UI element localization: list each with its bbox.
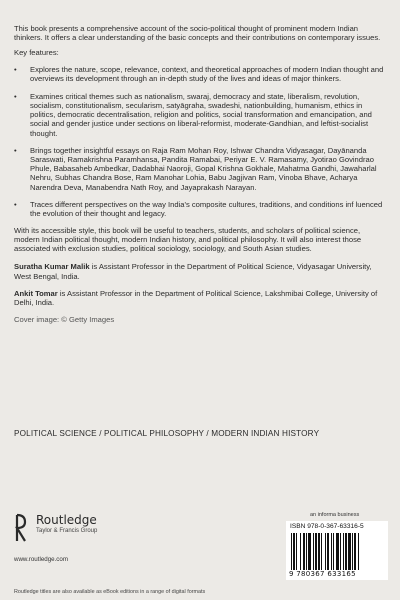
publisher-name: Routledge (36, 513, 97, 527)
intro-paragraph: This book presents a comprehensive account of the socio-political thought of prominent modern Indian thinkers. It offers a clear understanding of the basic concepts and their contributions on contemporary issues. (14, 24, 381, 43)
list-item (14, 146, 386, 192)
bullet-icon: • (14, 91, 17, 101)
list-item (14, 92, 386, 138)
publisher-website: www.routledge.com (14, 556, 68, 563)
publisher-footer (0, 503, 400, 600)
feature-text: Examines critical themes such as nationalism, swaraj, democracy and state, liberalism, revolution, socialism, constitutionalism, secularism, satyāgraha, swadeshi, nationbuilding, humanism, ethics in politics, democratic decentralisation, religion and politics, social transformation and emancipation, and social and gender justice under sections on liberal-reformist, moderate-Gandhian, and leftist-socialist thought. (30, 91, 372, 138)
feature-text: Explores the nature, scope, relevance, context, and theoretical approaches of modern Indian thought and overviews its development through an in-depth study of the lives and ideas of major thinkers. (30, 65, 384, 84)
bullet-icon: • (14, 65, 17, 75)
key-features-heading: Key features: (14, 48, 59, 58)
author-bio-text: is Assistant Professor in the Department of Political Science, Lakshmibai College, University of Delhi, India. (14, 288, 378, 307)
author-bio (14, 262, 386, 280)
bullet-icon: • (14, 145, 17, 155)
subject-categories: POLITICAL SCIENCE / POLITICAL PHILOSOPHY / MODERN INDIAN HISTORY (14, 429, 320, 438)
publisher-group: Taylor & Francis Group (36, 528, 98, 534)
feature-list (14, 65, 386, 218)
informa-tagline: an informa business (310, 512, 360, 518)
outro-paragraph: With its accessible style, this book will be useful to teachers, students, and scholars of political science, modern Indian political thought, modern Indian history, and political philosophy. It will also interest those associated with exclusion studies, political sociology, sociology, and South Asian studies. (14, 226, 362, 254)
author-bio (14, 289, 386, 307)
ebook-note: Routledge titles are also available as eBook editions in a range of digital formats (14, 589, 206, 595)
list-item (14, 65, 386, 83)
isbn-barcode-box (286, 521, 388, 580)
bullet-icon: • (14, 199, 17, 209)
author-bio-text: is Assistant Professor in the Department of Political Science, Vidyasagar University, West Bengal, India. (14, 262, 372, 281)
routledge-logo (14, 513, 134, 553)
author-name: Suratha Kumar Malik (14, 262, 90, 272)
isbn-label: ISBN 978-0-367-63316-5 (290, 523, 364, 530)
barcode-digits: 9 780367 633165 (289, 570, 356, 578)
barcode-icon (290, 533, 384, 570)
routledge-mark-icon (14, 513, 28, 543)
feature-text: Brings together insightful essays on Raja Ram Mohan Roy, Ishwar Chandra Vidyasagar, Dayānanda Saraswati, Ramakrishna Paramhansa, Pandita Ramabai, Periyar E. V. Ramasamy, Jyotirao Govindrao Phule, Babasaheb Ambedkar, Dadabhai Naoroji, Gopal Krishna Gokhale, Mahatma Gandhi, Jawaharlal Nehru, Subhas Chandra Bose, Ram Manohar Lohia, Babu Jagjivan Ram, Vinoba Bhave, Acharya Narendra Deva, Manabendra Nath Roy, and Jayaprakash Narayan. (30, 145, 377, 192)
list-item (14, 200, 386, 218)
cover-image-credit: Cover image: © Getty Images (14, 314, 115, 324)
feature-text: Traces different perspectives on the way India's composite cultures, traditions, and conditions inf luenced the evolution of their thought and legacy. (30, 199, 383, 218)
author-name: Ankit Tomar (14, 288, 58, 298)
back-cover-text (14, 24, 386, 324)
